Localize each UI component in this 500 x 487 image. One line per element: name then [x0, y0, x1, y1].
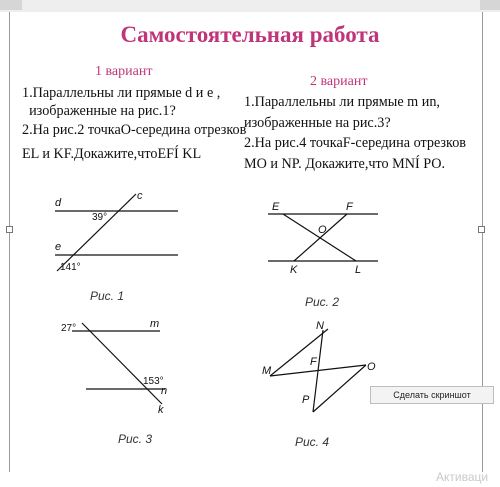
fig2-segment-EL: [283, 214, 356, 261]
fig3-label-k: k: [158, 404, 164, 416]
variant2-line-3: 2.На рис.4 точкаF-середина отрезков: [244, 135, 466, 151]
variant1-line-4: EL и KF.Докажите,чтоEFÍ KL: [22, 146, 202, 162]
variant1-heading: 1 вариант: [95, 64, 153, 79]
fig3-line-k: [82, 323, 162, 404]
fig2-label-F: F: [346, 201, 353, 213]
fig3-label-m: m: [150, 318, 160, 330]
fig1-line-c: [57, 194, 136, 271]
activation-watermark: Активаци: [436, 470, 489, 484]
fig1-angle-bottom: 141°: [60, 262, 81, 273]
fig2-label-L: L: [355, 264, 362, 276]
variant2-line-2: изображенные на рис.3?: [244, 115, 391, 131]
variant2-heading: 2 вариант: [310, 74, 368, 89]
fig1-angle-top: 39°: [92, 212, 108, 223]
fig4-segment-PO: [313, 365, 366, 412]
screenshot-tooltip: Сделать скриншот: [370, 386, 494, 404]
fig2-segment-FK: [294, 214, 347, 261]
fig4-label-P: P: [302, 394, 310, 406]
fig2-caption: Рис. 2: [305, 295, 340, 309]
fig1-label-c: c: [137, 190, 143, 202]
fig4-caption: Рис. 4: [295, 435, 330, 449]
variant2-line-4: MO и NP. Докажите,что MNÍ PO.: [244, 156, 445, 172]
page-title: Самостоятельная работа: [120, 22, 380, 47]
fig2-label-O: O: [318, 224, 327, 236]
variant1-line-2: изображенные на рис.1?: [22, 103, 176, 119]
fig1-caption: Рис. 1: [90, 289, 125, 303]
fig4-segment-MN: [270, 329, 328, 376]
fig3-label-n: n: [161, 385, 168, 397]
fig4-label-N: N: [316, 320, 324, 332]
fig4-label-O: O: [367, 361, 376, 373]
fig3-angle-bottom: 153°: [143, 376, 164, 387]
fig3-angle-top: 27°: [61, 323, 77, 334]
fig2-label-E: E: [272, 201, 280, 213]
variant1-line-3: 2.На рис.2 точкаО-середина отрезков: [22, 122, 247, 138]
variant1-line-1: 1.Параллельны ли прямые d и e ,: [22, 85, 221, 101]
fig4-label-F: F: [310, 356, 317, 368]
fig1-label-d: d: [55, 197, 62, 209]
fig1-label-e: e: [55, 241, 62, 253]
fig3-caption: Рис. 3: [118, 432, 153, 446]
fig2-label-K: K: [290, 264, 298, 276]
variant2-line-1: 1.Параллельны ли прямые m иn,: [244, 94, 440, 110]
fig4-label-M: M: [262, 365, 272, 377]
